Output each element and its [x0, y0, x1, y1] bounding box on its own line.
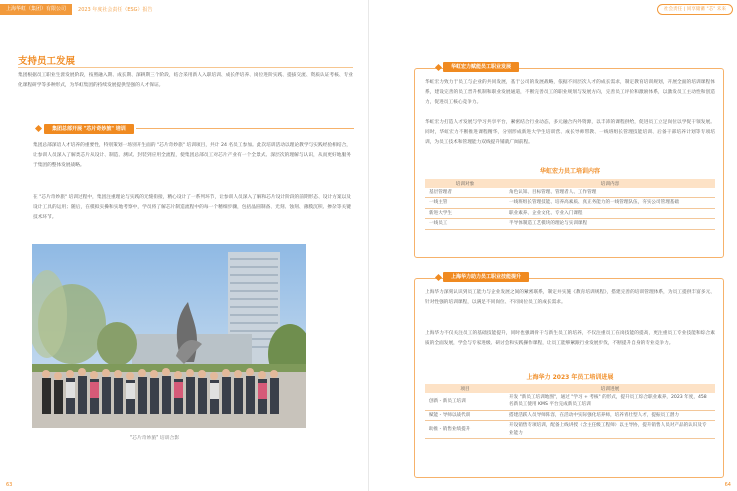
table-cell: 职业素养、企业文化、专业入门课程 [505, 208, 715, 218]
table-cell: 赋能 - 导师以战代训 [425, 410, 505, 420]
training-banner-label: 集团总部开展 "芯片奇妙旅" 培训 [44, 124, 134, 134]
table-cell: 助推 - 销售业绩提升 [425, 421, 505, 439]
photo-caption: "芯片奇妙旅" 培训合影 [130, 436, 180, 441]
training-banner [36, 123, 354, 134]
table-cell: 一线主管 [425, 198, 505, 208]
section-divider [18, 67, 353, 68]
hlmc-box-title: 上海华力助力员工职业技能提升 [443, 272, 529, 282]
table-cell: 半导体制造工艺模块的理论与实训课程 [505, 219, 715, 229]
table-cell: 创新 - 新员工培训 [425, 393, 505, 410]
hhgrace-paragraph-1: 华虹宏力致力于员工与企业的共同发展，基于公司的发展战略，依据不同层次人才的成长需求，制定教育培训规划，开展全面的培训课程体系，建设完善的员工晋升机制和职业发展通道，不断完善员工的职业规划与发展方向，完善员工评价和激励体系，以激发员工主动性和创造力，促进员工核心竞争力。 [425, 80, 715, 106]
table-row [425, 188, 715, 198]
table-row [425, 421, 715, 439]
right-page [369, 0, 737, 491]
table-row [425, 393, 715, 410]
table-header-cell: 培训内容 [505, 179, 715, 188]
hhgrace-training-table [425, 179, 715, 230]
group-photo-illustration [32, 244, 306, 428]
table-cell: 一线员工 [425, 219, 505, 229]
hlmc-paragraph-1: 上海华力深刻认识到员工能力与企业发展之间的紧密联系，制定并实施《教育培训规程》，搭建完善的培训管理体系，为员工提供丰富多元、针对性强的培训课程，以满足不同岗位、不同岗位员工的成长需求。 [425, 290, 715, 306]
diamond-icon [35, 125, 42, 132]
table-header-cell: 项目 [425, 384, 505, 393]
section-title: 支持员工发展 [18, 56, 76, 67]
training-paragraph-2: 在 "芯片奇妙旅" 培训过程中，集团注重理论与实践的无缝衔接，精心设计了一系列环节，让参训人员深入了解和芯片设计阶段的前期形态、设计方案以及设计工具的运用；随后，在模拟实操和实地考察中，学员将了解芯片制造流程中的每一个精细步骤，包括晶圆制备、光刻、蚀刻、薄膜沉积、掺杂等关键技术环节。 [33, 195, 351, 221]
hhgrace-box [414, 64, 724, 258]
table-row [425, 198, 715, 208]
hhgrace-box-title: 华虹宏力赋能员工职业发展 [443, 62, 519, 72]
intro-paragraph: 集团根据员工职业生涯发展阶段，按照融入期、成长期、深耕期三个阶段，结合采用新人入职培训、成长伴培养、岗位进阶实践、提拔交流、资质认证考核、专业化课程研学等多种形式，为华虹集团的持续发展提供坚强的人才保证。 [18, 73, 353, 89]
table-cell: 新进大学生 [425, 208, 505, 218]
training-paragraph-1: 集团总部深谙人才培养的重要性，特别策划一场别开生面的 "芯片奇妙旅" 培训项目，共计 24 名员工参加。此次培训活动以理论教学与实践经验相结合，让参训人员深入了解类芯片从设计、制造、测试、封装到应用全流程，使集团总部员工对芯片产业有一个全景式、深层次的理解与认识，从而更好地服务于集团的整体发展战略。 [33, 143, 351, 169]
table-row [425, 410, 715, 420]
table-cell: 开设销售专项培训，配备上线讲授（含主任级工程师）以主导协，提升销售人员对产品的认识及专业能力 [505, 421, 715, 439]
hlmc-training-table [425, 384, 715, 439]
table-row [425, 219, 715, 229]
table-header-row [425, 179, 715, 188]
hlmc-table-title: 上海华力 2023 年员工培训进展 [526, 374, 614, 381]
table-header-cell: 培训对象 [425, 179, 505, 188]
table-cell: 搭建活跃人员导师阵容，在活动中实际强化培养师，培养青壮型人才，提振员工潜力 [505, 410, 715, 420]
hlmc-box [414, 274, 724, 478]
table-cell: 一线班组长管理技能、培养高素质、真正务能力的一线管理队伍，夯实公司管理基础 [505, 198, 715, 208]
table-cell: 角色认知、目标管理、管理者人、工作管理 [505, 188, 715, 198]
report-title: 2023 年度社会责任（ESG）报告 [78, 7, 153, 13]
table-cell: 开发 "新员工培训地图"，通过 "学习 + 考核" 的形式，提升员工综合职业素养，2023 年度，458 名新员工使用 KMS 平台完成新员工培训 [505, 393, 715, 410]
table-cell: 基层管理者 [425, 188, 505, 198]
table-header-cell: 培训进展 [505, 384, 715, 393]
right-header-tag: 社会责任 | 同享储蓄 "芯" 未来 [657, 4, 733, 15]
table-row [425, 208, 715, 218]
left-page [0, 0, 368, 491]
page-number-right: 64 [724, 482, 731, 488]
page-number-left: 63 [6, 482, 13, 488]
hhgrace-table-title: 华虹宏力员工培训内容 [539, 168, 600, 175]
table-header-row [425, 384, 715, 393]
group-photo [32, 244, 306, 428]
hlmc-paragraph-2: 上海华力不仅关注员工的基础技能提升，同时也强调骨干与新生员工的培养，不仅注重员工在岗技能的提高，更注重员工专业技能和综合素质的全面发展，学会与专家进级、研讨会和实践操作课程，让员工能够紧跟行业发展步伐，不断提升自身的专业竞争力。 [425, 331, 715, 347]
left-header [0, 4, 153, 15]
company-tag: 上海华虹（集团）有限公司 [0, 4, 72, 15]
hhgrace-paragraph-2: 华虹宏力打造人才发展与学习共享平台，紧密结合行业动态，多元融合内外资源，以丰沛的课程供给，促进员工立足岗位以学促干领发展。同时，华虹宏力不断推进课程精华，分别形成新进大学生培训营、成长导师带教、一线班组长管理技能培训、后备干部培养计划等专项培训，为员工技术和管理能力双线提升铺就广阔前程。 [425, 120, 715, 146]
